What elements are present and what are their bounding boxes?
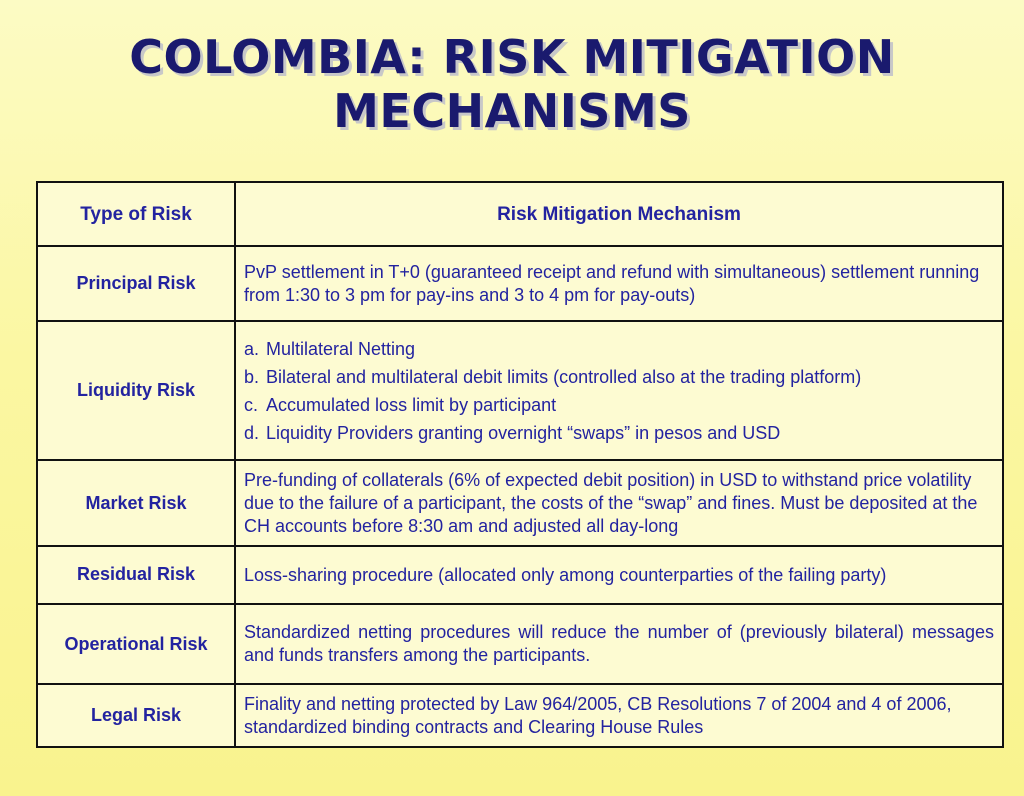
table-row bbox=[37, 321, 1003, 460]
title-line-1: COLOMBIA: RISK MITIGATION bbox=[129, 30, 895, 84]
list-marker: d. bbox=[244, 422, 260, 443]
header-risk-mitigation-mechanism: Risk Mitigation Mechanism bbox=[235, 182, 1003, 246]
list-item-text: Multilateral Netting bbox=[266, 338, 416, 359]
risk-type-cell: Operational Risk bbox=[37, 604, 235, 684]
risk-type-cell: Residual Risk bbox=[37, 546, 235, 604]
risk-type-cell: Legal Risk bbox=[37, 684, 235, 747]
mechanism-cell: Pre-funding of collaterals (6% of expected debit position) in USD to withstand price volatility due to the failure of a participant, the costs of the “swap” and fines. Must be deposited at the CH accounts before 8:30 am and adjusted all day-long bbox=[235, 460, 1003, 546]
table-row bbox=[37, 684, 1003, 747]
list-item bbox=[244, 335, 994, 363]
mechanism-cell: Loss-sharing procedure (allocated only among counterparties of the failing party) bbox=[235, 546, 1003, 604]
title-line-2: MECHANISMS bbox=[333, 84, 691, 138]
mechanism-cell: Standardized netting procedures will reduce the number of (previously bilateral) messages and funds transfers among the participants. bbox=[235, 604, 1003, 684]
mechanism-cell bbox=[235, 321, 1003, 460]
page-title bbox=[0, 30, 1024, 138]
list-marker: a. bbox=[244, 338, 260, 359]
risk-type-cell: Liquidity Risk bbox=[37, 321, 235, 460]
mechanism-cell: PvP settlement in T+0 (guaranteed receipt and refund with simultaneous) settlement running from 1:30 to 3 pm for pay-ins and 3 to 4 pm for pay-outs) bbox=[235, 246, 1003, 321]
list-item bbox=[244, 419, 994, 447]
table-header-row bbox=[37, 182, 1003, 246]
list-item-text: Accumulated loss limit by participant bbox=[266, 394, 557, 415]
list-item-text: Bilateral and multilateral debit limits (controlled also at the trading platform) bbox=[266, 366, 862, 387]
liquidity-mechanism-list bbox=[244, 335, 994, 447]
table-row bbox=[37, 546, 1003, 604]
list-item-text: Liquidity Providers granting overnight “swaps” in pesos and USD bbox=[266, 422, 781, 443]
table-row bbox=[37, 460, 1003, 546]
list-item bbox=[244, 363, 994, 391]
table-row bbox=[37, 604, 1003, 684]
risk-type-cell: Principal Risk bbox=[37, 246, 235, 321]
table-row bbox=[37, 246, 1003, 321]
mechanism-cell: Finality and netting protected by Law 964/2005, CB Resolutions 7 of 2004 and 4 of 2006, standardized binding contracts and Clearing House Rules bbox=[235, 684, 1003, 747]
risk-mitigation-table bbox=[36, 181, 1004, 748]
list-marker: c. bbox=[244, 394, 259, 415]
list-marker: b. bbox=[244, 366, 260, 387]
list-item bbox=[244, 391, 994, 419]
header-type-of-risk: Type of Risk bbox=[37, 182, 235, 246]
risk-type-cell: Market Risk bbox=[37, 460, 235, 546]
